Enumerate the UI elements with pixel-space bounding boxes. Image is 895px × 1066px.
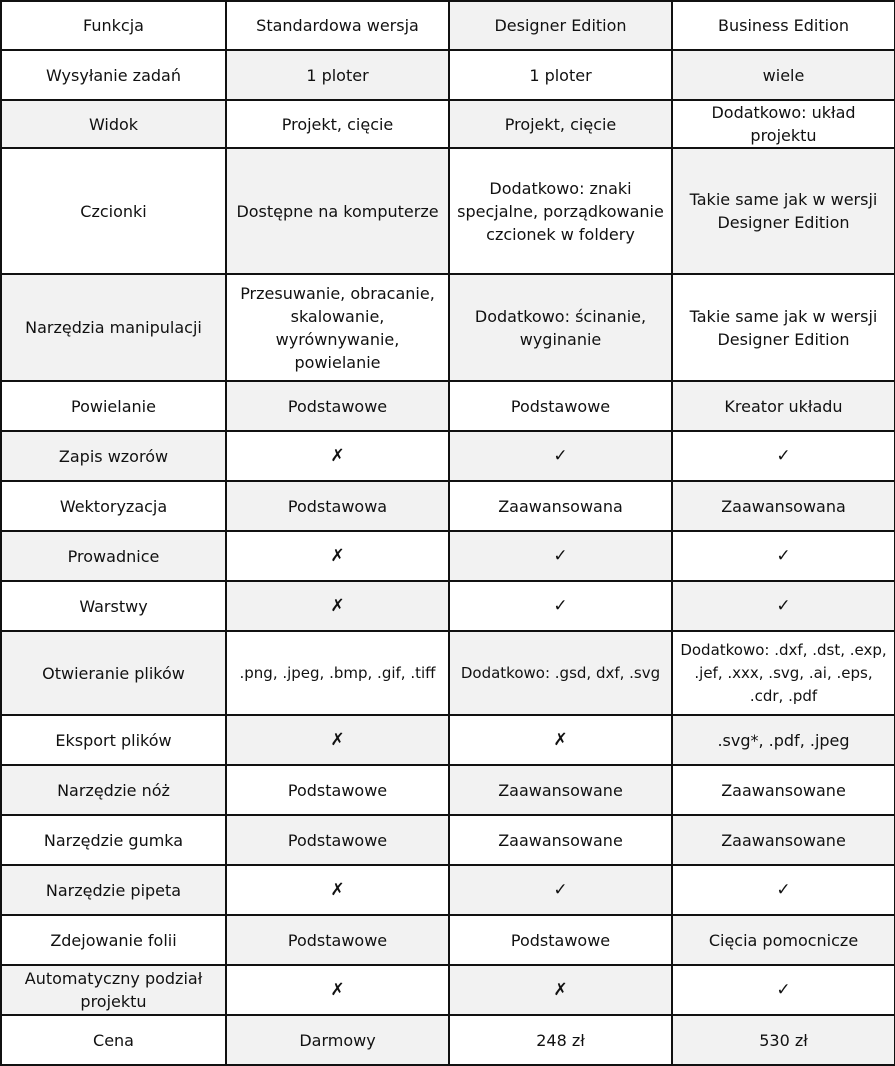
feature-cell: Powielanie	[1, 381, 226, 431]
feature-cell: Narzędzie nóż	[1, 765, 226, 815]
table-row	[1, 481, 895, 531]
table-row	[1, 531, 895, 581]
table-row	[1, 865, 895, 915]
business-cell: ✓	[672, 581, 895, 631]
table-row	[1, 100, 895, 148]
table-row	[1, 1015, 895, 1065]
feature-cell: Czcionki	[1, 148, 226, 274]
business-cell: 530 zł	[672, 1015, 895, 1065]
business-cell: Kreator układu	[672, 381, 895, 431]
business-cell: wiele	[672, 50, 895, 100]
standard-cell: Dostępne na komputerze	[226, 148, 449, 274]
table-row	[1, 815, 895, 865]
table-row	[1, 50, 895, 100]
designer-cell: Zaawansowane	[449, 815, 672, 865]
table-row	[1, 765, 895, 815]
header-business: Business Edition	[672, 1, 895, 50]
header-standard: Standardowa wersja	[226, 1, 449, 50]
designer-cell: ✓	[449, 531, 672, 581]
header-feature: Funkcja	[1, 1, 226, 50]
standard-cell: Podstawowe	[226, 915, 449, 965]
feature-cell: Cena	[1, 1015, 226, 1065]
table-row	[1, 274, 895, 381]
designer-cell: 1 ploter	[449, 50, 672, 100]
business-cell: Zaawansowana	[672, 481, 895, 531]
standard-cell: Projekt, cięcie	[226, 100, 449, 148]
designer-cell: ✗	[449, 715, 672, 765]
standard-cell: 1 ploter	[226, 50, 449, 100]
feature-cell: Zdejowanie folii	[1, 915, 226, 965]
business-cell: Takie same jak w wersji Designer Edition	[672, 274, 895, 381]
standard-cell: ✗	[226, 581, 449, 631]
designer-cell: Dodatkowo: ścinanie, wyginanie	[449, 274, 672, 381]
feature-cell: Eksport plików	[1, 715, 226, 765]
header-row	[1, 1, 895, 50]
business-cell: Takie same jak w wersji Designer Edition	[672, 148, 895, 274]
standard-cell: Podstawowe	[226, 815, 449, 865]
table-row	[1, 581, 895, 631]
feature-cell: Narzędzie gumka	[1, 815, 226, 865]
business-cell: .svg*, .pdf, .jpeg	[672, 715, 895, 765]
table-row	[1, 431, 895, 481]
business-cell: ✓	[672, 531, 895, 581]
designer-cell: Dodatkowo: .gsd, dxf, .svg	[449, 631, 672, 715]
business-cell: Dodatkowo: .dxf, .dst, .exp, .jef, .xxx, .svg, .ai, .eps, .cdr, .pdf	[672, 631, 895, 715]
standard-cell: ✗	[226, 965, 449, 1015]
feature-cell: Widok	[1, 100, 226, 148]
designer-cell: ✓	[449, 865, 672, 915]
designer-cell: Zaawansowane	[449, 765, 672, 815]
designer-cell: ✓	[449, 431, 672, 481]
standard-cell: Podstawowa	[226, 481, 449, 531]
business-cell: Cięcia pomocnicze	[672, 915, 895, 965]
feature-cell: Narzędzie pipeta	[1, 865, 226, 915]
table-row	[1, 631, 895, 715]
standard-cell: Podstawowe	[226, 381, 449, 431]
feature-cell: Automatyczny podział projektu	[1, 965, 226, 1015]
business-cell: Dodatkowo: układ projektu	[672, 100, 895, 148]
designer-cell: Projekt, cięcie	[449, 100, 672, 148]
designer-cell: Podstawowe	[449, 915, 672, 965]
business-cell: Zaawansowane	[672, 815, 895, 865]
designer-cell: ✓	[449, 581, 672, 631]
standard-cell: .png, .jpeg, .bmp, .gif, .tiff	[226, 631, 449, 715]
standard-cell: ✗	[226, 715, 449, 765]
standard-cell: ✗	[226, 531, 449, 581]
feature-cell: Zapis wzorów	[1, 431, 226, 481]
designer-cell: 248 zł	[449, 1015, 672, 1065]
business-cell: Zaawansowane	[672, 765, 895, 815]
designer-cell: Zaawansowana	[449, 481, 672, 531]
designer-cell: ✗	[449, 965, 672, 1015]
standard-cell: ✗	[226, 431, 449, 481]
standard-cell: Darmowy	[226, 1015, 449, 1065]
feature-cell: Wysyłanie zadań	[1, 50, 226, 100]
table-row	[1, 715, 895, 765]
feature-cell: Warstwy	[1, 581, 226, 631]
designer-cell: Podstawowe	[449, 381, 672, 431]
business-cell: ✓	[672, 965, 895, 1015]
table-row	[1, 915, 895, 965]
standard-cell: ✗	[226, 865, 449, 915]
standard-cell: Podstawowe	[226, 765, 449, 815]
feature-cell: Otwieranie plików	[1, 631, 226, 715]
table-row	[1, 965, 895, 1015]
header-designer: Designer Edition	[449, 1, 672, 50]
business-cell: ✓	[672, 865, 895, 915]
business-cell: ✓	[672, 431, 895, 481]
feature-cell: Wektoryzacja	[1, 481, 226, 531]
table-row	[1, 148, 895, 274]
table-row	[1, 381, 895, 431]
feature-cell: Prowadnice	[1, 531, 226, 581]
standard-cell: Przesuwanie, obracanie, skalowanie, wyrównywanie, powielanie	[226, 274, 449, 381]
feature-cell: Narzędzia manipulacji	[1, 274, 226, 381]
designer-cell: Dodatkowo: znaki specjalne, porządkowanie czcionek w foldery	[449, 148, 672, 274]
